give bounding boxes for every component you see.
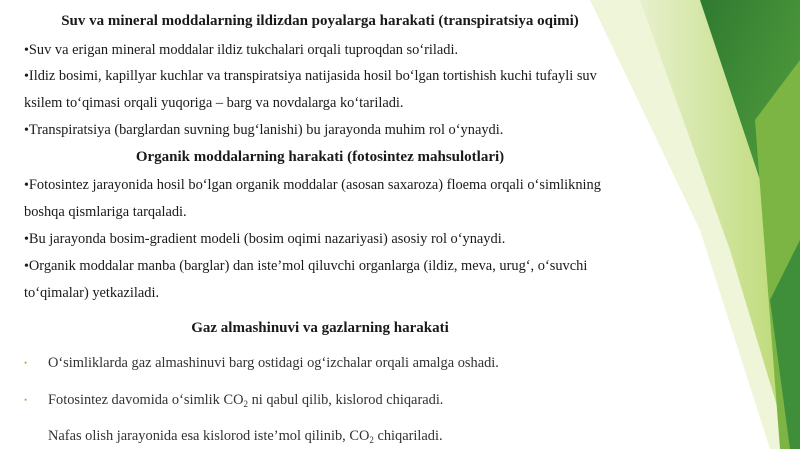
bullet-text: Fotosintez jarayonida hosil bo‘lgan organik moddalar (asosan saxaroza) floema orqali o‘simlikning [28, 177, 601, 193]
bullet-text: Ildiz bosimi, kapillyar kuchlar va transpiratsiya natijasida hosil bo‘lgan tortishish kuchi tufayli suv [28, 68, 597, 84]
text-part: chiqariladi. [373, 428, 443, 444]
bullet-line-continuation [24, 283, 159, 303]
bullet-mark: • [24, 43, 29, 58]
subscript: 2 [243, 399, 248, 409]
bullet-text: boshqa qismlariga tarqaladi. [24, 204, 187, 220]
bullet-mark: • [24, 178, 29, 193]
section-heading-gas-exchange: Gaz almashinuvi va gazlarning harakati [191, 320, 449, 336]
subscript: 2 [369, 435, 374, 445]
bullet-text [48, 390, 443, 414]
bullet-line [24, 40, 458, 61]
bullet-line [24, 229, 505, 250]
bullet-line-continuation [24, 93, 404, 113]
bullet-text: Organik moddalar manba (barglar) dan iste’mol qiluvchi organlarga (ildiz, meva, urug‘, o‘suvchi [28, 258, 588, 274]
section-heading-organic: Organik moddalarning harakati (fotosintez mahsulotlari) [135, 149, 505, 165]
text-part: Nafas olish jarayonida esa kislorod iste’mol qilinib, CO [48, 428, 370, 444]
bullet-text: Bu jarayonda bosim-gradient modeli (bosim oqimi nazariyasi) asosiy rol o‘ynaydi. [28, 231, 506, 247]
bullet-mark: • [24, 259, 29, 274]
bullet-text: to‘qimalar) yetkaziladi. [24, 285, 160, 301]
bullet-mark: • [24, 358, 28, 368]
bullet-line [24, 66, 597, 87]
bullet-text [48, 426, 443, 450]
bullet-text: Transpiratsiya (barglardan suvning bug‘lanishi) bu jarayonda muhim rol o‘ynaydi. [28, 122, 504, 138]
bullet-mark: • [24, 69, 29, 84]
bullet-line [24, 175, 601, 196]
bullet-mark: • [24, 232, 29, 247]
bullet-line-continuation [24, 202, 187, 222]
bullet-mark: • [24, 123, 29, 138]
text-part: ni qabul qilib, kislorod chiqaradi. [247, 392, 444, 408]
bullet-line [24, 256, 587, 277]
bullet-text: Suv va erigan mineral moddalar ildiz tukchalari orqali tuproqdan so‘riladi. [28, 42, 459, 58]
bullet-text: ksilem to‘qimasi orqali yuqoriga – barg va novdalarga ko‘tariladi. [24, 95, 404, 111]
section-heading-transpiration: Suv va mineral moddalarning ildizdan poyalarga harakati (transpiratsiya oqimi) [61, 13, 579, 29]
bullet-text: O‘simliklarda gaz almashinuvi barg ostidagi og‘izchalar orqali amalga oshadi. [48, 355, 499, 371]
bullet-line [24, 120, 503, 141]
bullet-mark: • [24, 395, 28, 405]
text-part: Fotosintez davomida o‘simlik CO [48, 392, 244, 408]
